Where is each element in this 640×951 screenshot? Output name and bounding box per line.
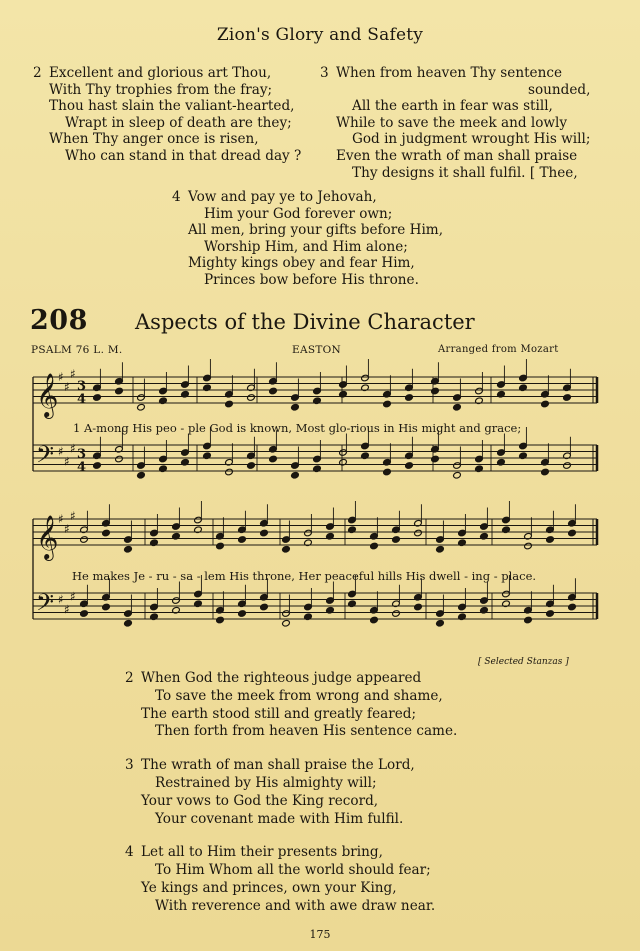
notehead <box>260 529 269 537</box>
sharp-icon: ♯ <box>70 508 76 523</box>
notehead <box>216 616 225 624</box>
hymn-stanzas <box>125 670 457 916</box>
notehead <box>431 455 440 463</box>
notehead <box>102 529 111 537</box>
verse-line: Restrained by His almighty will; <box>155 774 377 791</box>
notehead <box>124 545 133 553</box>
notehead <box>568 529 577 537</box>
hymn-title: Aspects of the Divine Character <box>135 310 475 334</box>
verse-line: Worship Him, and Him alone; <box>204 238 408 255</box>
verse-line: To save the meek from wrong and shame, <box>155 687 443 704</box>
notehead <box>563 462 572 470</box>
staff-systems <box>33 359 597 627</box>
notehead <box>225 400 234 408</box>
verse-line: All men, bring your gifts before Him, <box>188 222 444 239</box>
notehead <box>80 536 89 544</box>
notehead <box>93 394 102 402</box>
sharp-icon: ♯ <box>70 589 76 604</box>
stanza-number: 4 <box>172 189 181 205</box>
notehead <box>431 387 440 395</box>
verse-line: Your covenant made with Him fulfil. <box>155 810 404 827</box>
notehead <box>541 468 550 476</box>
sharp-icon: ♯ <box>70 366 76 381</box>
notehead <box>102 603 111 611</box>
verse-line: While to save the meek and lowly <box>336 114 568 131</box>
psalm-meter: PSALM 76 L. M. <box>31 344 123 356</box>
verse-line: Vow and pay ye to Jehovah, <box>188 189 377 205</box>
notehead <box>225 468 234 476</box>
notehead <box>436 545 445 553</box>
verse-line: sounded, <box>528 81 591 98</box>
notehead <box>370 542 379 550</box>
sharp-icon: ♯ <box>64 602 70 617</box>
notehead <box>546 536 555 544</box>
treble-clef-icon: 𝄞 <box>36 373 59 417</box>
verse-line: When Thy anger once is risen, <box>49 131 259 148</box>
notehead <box>370 616 379 624</box>
lyric-line-1: 1 A-mong His peo - ple God is known, Most glo-rious in His might and grace; <box>73 421 522 435</box>
stanza-number: 2 <box>33 65 42 81</box>
verse-line: Excellent and glorious art Thou, <box>49 65 272 81</box>
verse-line: When from heaven Thy sentence <box>336 65 562 81</box>
stanza-number: 3 <box>320 65 329 81</box>
notehead <box>546 610 555 618</box>
verse-line: Who can stand in that dread day ? <box>65 147 302 164</box>
arranger-credit: Arranged from Mozart <box>438 344 559 355</box>
notehead <box>453 471 462 479</box>
notehead <box>405 394 414 402</box>
sharp-icon: ♯ <box>64 454 70 469</box>
time-signature-bottom: 4 <box>77 460 87 475</box>
bass-clef-icon: 𝄢 <box>36 440 55 474</box>
notehead <box>568 603 577 611</box>
verse-line: Let all to Him their presents bring, <box>141 844 383 861</box>
verse-line: Your vows to God the King record, <box>141 792 379 809</box>
notehead <box>137 403 146 411</box>
verse-line: Wrapt in sleep of death are they; <box>65 114 292 131</box>
notehead <box>392 536 401 544</box>
notehead <box>115 455 124 463</box>
notehead <box>524 616 533 624</box>
verse-line: When God the righteous judge appeared <box>141 670 422 686</box>
notehead <box>383 468 392 476</box>
sharp-icon: ♯ <box>58 512 64 526</box>
notehead <box>238 610 247 618</box>
verse-line: Mighty kings obey and fear Him, <box>188 255 415 272</box>
verse-line: Princes bow before His throne. <box>204 271 419 288</box>
stanza-number: 2 <box>125 670 134 686</box>
time-signature-bottom: 4 <box>77 392 87 407</box>
notehead <box>238 536 247 544</box>
notehead <box>216 542 225 550</box>
hymn-number: 208 <box>30 305 88 336</box>
notehead <box>137 471 146 479</box>
notehead <box>291 403 300 411</box>
notehead <box>392 610 401 618</box>
verse-line: Him your God forever own; <box>204 205 393 222</box>
notehead <box>247 462 256 470</box>
selected-stanzas-note: [ Selected Stanzas ] <box>478 657 569 667</box>
notehead <box>282 545 291 553</box>
stanza-number: 4 <box>125 844 134 861</box>
notehead <box>383 400 392 408</box>
bass-clef-icon: 𝄢 <box>36 588 55 622</box>
notehead <box>115 387 124 395</box>
verse-line: With reverence and with awe draw near. <box>155 897 436 914</box>
notehead <box>541 400 550 408</box>
sharp-icon: ♯ <box>64 521 70 536</box>
notehead <box>269 455 278 463</box>
verse-line: The earth stood still and greatly feared; <box>141 705 417 722</box>
verse-line: Then forth from heaven His sentence came. <box>155 723 458 740</box>
verse-line: Thou hast slain the valiant-hearted, <box>49 98 295 115</box>
sharp-icon: ♯ <box>58 592 64 607</box>
sharp-icon: ♯ <box>58 444 64 459</box>
page-number: 175 <box>309 928 331 941</box>
page-header-title: Zion's Glory and Safety <box>216 25 424 45</box>
notehead <box>247 394 256 402</box>
sharp-icon: ♯ <box>64 379 70 394</box>
notehead <box>436 619 445 627</box>
verse-line: All the earth in fear was still, <box>352 98 553 115</box>
tune-name: EASTON <box>292 344 342 356</box>
notehead <box>563 394 572 402</box>
notehead <box>80 610 89 618</box>
verse-line: With Thy trophies from the fray; <box>49 81 273 98</box>
notehead <box>269 387 278 395</box>
notehead <box>124 619 133 627</box>
time-signature-top: 3 <box>77 379 87 394</box>
notehead <box>524 542 533 550</box>
notehead <box>260 603 269 611</box>
verse-line: To Him Whom all the world should fear; <box>155 862 431 879</box>
notehead <box>93 462 102 470</box>
time-signature-top: 3 <box>77 447 87 462</box>
notehead <box>414 603 423 611</box>
treble-clef-icon: 𝄞 <box>36 515 59 559</box>
lyric-line-2: He makes Je - ru - sa - lem His throne, Her peaceful hills His dwell - ing - place. <box>72 569 537 583</box>
notehead <box>282 619 291 627</box>
verse-line: Thy designs it shall fulfil. [ Thee, <box>352 164 578 181</box>
verse-line: Even the wrath of man shall praise <box>336 147 578 164</box>
verse-line: The wrath of man shall praise the Lord, <box>141 757 415 774</box>
notehead <box>291 471 300 479</box>
notehead <box>405 462 414 470</box>
verse-line: Ye kings and princes, own your King, <box>141 879 397 896</box>
sharp-icon: ♯ <box>70 441 76 456</box>
notehead <box>453 403 462 411</box>
notehead <box>414 529 423 537</box>
verse-line: God in judgment wrought His will; <box>352 131 591 148</box>
sharp-icon: ♯ <box>58 370 64 384</box>
stanza-number: 3 <box>125 757 134 774</box>
